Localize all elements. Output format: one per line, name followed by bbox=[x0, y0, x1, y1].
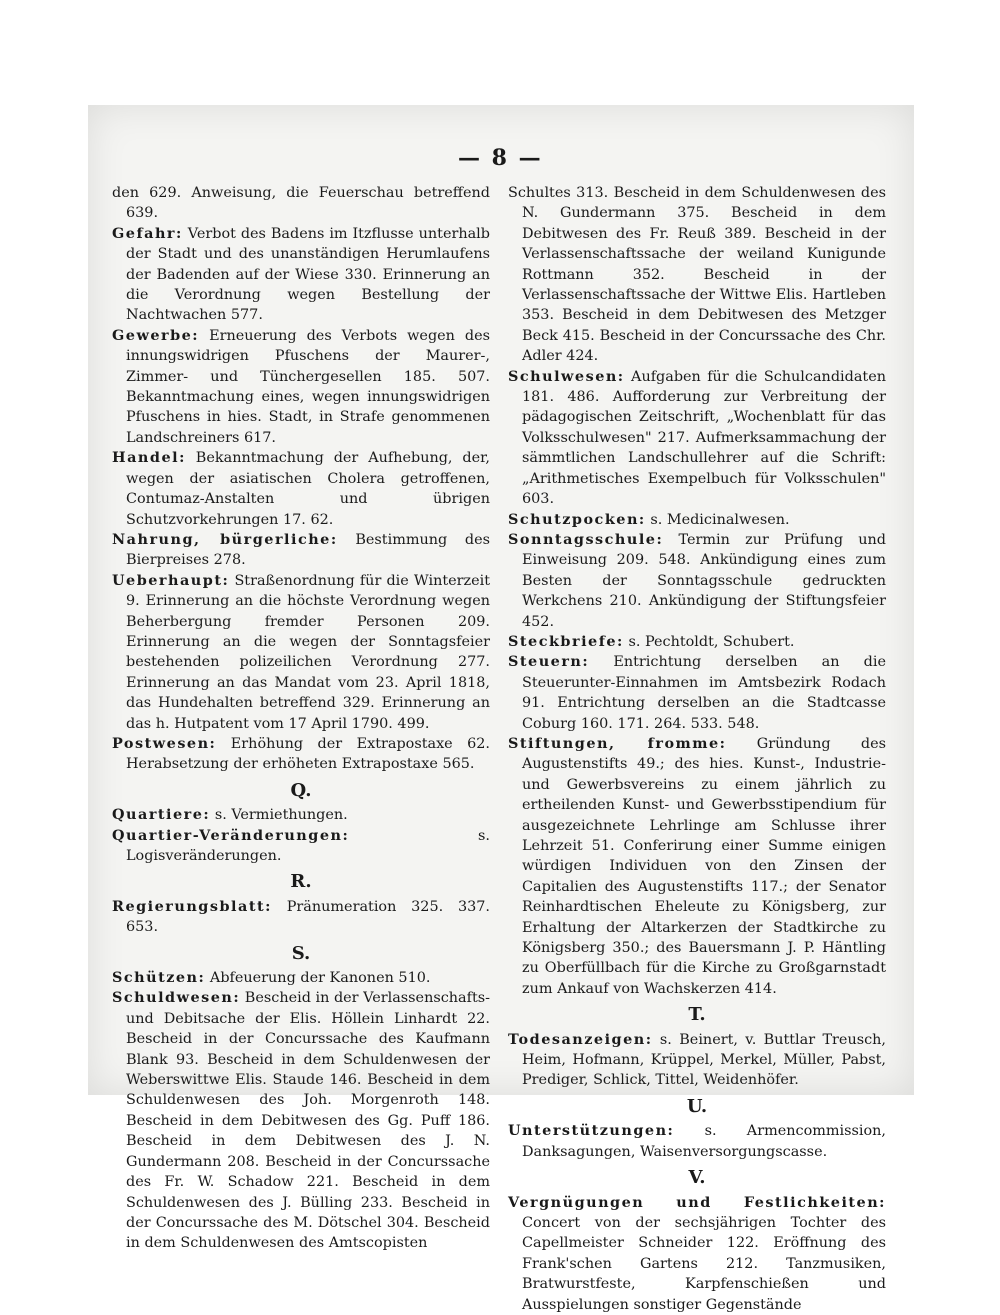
entry-keyword: Unterstützungen: bbox=[508, 1122, 675, 1140]
entry-text: Concert von der sechsjährigen Tochter des Capellmeister Schneider 122. Eröffnung des Frank'schen Gartens 212. Tanzmusiken, Bratwurstfeste, Karpfenschießen und Ausspielungen sonstiger Gegenstände bbox=[522, 1214, 886, 1313]
index-entry bbox=[508, 734, 886, 999]
index-entry bbox=[508, 652, 886, 734]
index-entry bbox=[508, 1193, 886, 1315]
entry-text: s. Beinert, v. Buttlar Treusch, Heim, Hofmann, Krüppel, Merkel, Müller, Pabst, Prediger, Schlick, Tittel, Weidenhöfer. bbox=[522, 1031, 886, 1089]
entry-text: Bestimmung des Bierpreises 278. bbox=[126, 531, 491, 569]
entry-text: Termin zur Prüfung und Einweisung 209. 548. Ankündigung eines zum Besten der Sonntagsschule gedruckten Werkchens 210. Ankündigung der Stiftungsfeier 452. bbox=[522, 531, 887, 630]
index-entry bbox=[508, 1030, 886, 1091]
entry-text: Pränumeration 325. 337. 653. bbox=[126, 898, 490, 936]
entry-keyword: Nahrung, bürgerliche: bbox=[112, 530, 338, 548]
entry-keyword: Vergnügungen und Festlichkeiten: bbox=[508, 1193, 886, 1211]
index-entry bbox=[508, 632, 886, 652]
entry-text: Verbot des Badens im Itzflusse unterhalb der Stadt und des unanständigen Herumlaufens der Badenden auf der Wiese 330. Erinnerung an die Verordnung wegen Bestellung der Nachtwachen 577. bbox=[126, 225, 490, 324]
section-heading-t: T. bbox=[688, 1004, 706, 1026]
index-entry bbox=[112, 183, 490, 224]
index-entry bbox=[112, 968, 490, 988]
entry-text: Straßenordnung für die Winterzeit 9. Erinnerung an die höchste Verordnung wegen Beherbergung fremder Personen 209. Erinnerung an die wegen der Sonntagsfeier bestehenden polizeilichen Verordnung 277. Erinnerung an das Mandat vom 23. April 1818, das Hundehalten betreffend 329. Erinnerung an das h. Hutpatent vom 17 April 1790. 499. bbox=[126, 572, 491, 732]
entry-text: Aufgaben für die Schulcandidaten 181. 486. Aufforderung zur Verbreitung der pädagogischen Zeitschrift, „Wochenblatt für das Volksschulwesen" 217. Aufmerksammachung der sämmtlichen Landschullehrer auf die Schrift: „Arithmetisches Exempelbuch für Volksschulen" 603. bbox=[522, 368, 886, 508]
entry-text: Gründung des Augustenstifts 49.; des hies. Kunst-, Industrie- und Gewerbsvereins zu einem jährlich zu ertheilenden Kunst- und Gewerbsstipendium für ausgezeichnete Lehrlinge am Schlusse ihrer Lehrzeit 51. Conferirung einer Summe einigen würdigen Individuen von den Zinsen der Capitalien des Augustenstifts 117.; der Senator Reinhardtischen Eheleute zu Königsberg, zur Erhaltung der Altarkerzen der Stadtkirche zu Königsberg 350.; des Bauersmann J. P. Häntling zu Oberfüllbach für die Kirche zu Großgarnstadt zum Ankauf von Wachskerzen 414. bbox=[522, 735, 887, 997]
index-entry bbox=[112, 224, 490, 326]
index-entry bbox=[508, 1121, 886, 1162]
section-heading-v: V. bbox=[688, 1167, 706, 1189]
section-heading-s: S. bbox=[291, 942, 311, 964]
index-entry bbox=[112, 805, 490, 825]
entry-keyword: Todesanzeigen: bbox=[508, 1030, 653, 1048]
entry-keyword: Gewerbe: bbox=[112, 326, 200, 344]
entry-keyword: Schulwesen: bbox=[508, 367, 625, 385]
entry-keyword: Schützen: bbox=[112, 969, 206, 987]
entry-keyword: Handel: bbox=[112, 449, 186, 467]
index-entry bbox=[112, 897, 490, 938]
entry-text: Bekanntmachung der Aufhebung, der, wegen der asiatischen Cholera getroffenen, Contumaz-Anstalten und übrigen Schutzvorkehrungen 17. 62. bbox=[126, 450, 491, 528]
entry-text: Schultes 313. Bescheid in dem Schuldenwesen des N. Gundermann 375. Bescheid in dem Debitwesen des Fr. Reuß 389. Bescheid in der Verlassenschaftssache der weiland Kunigunde Rottmann 352. Bescheid in der Verlassenschaftssache der Wittwe Elis. Hartleben 353. Bescheid in dem Debitwesen des Metzger Beck 415. Bescheid in der Concurssache des Chr. Adler 424. bbox=[508, 185, 886, 365]
entry-text: s. Armencommission, Danksagungen, Waisenversorgungscasse. bbox=[522, 1123, 887, 1160]
index-entry bbox=[112, 448, 490, 530]
entry-text: Erhöhung der Extrapostaxe 62. Herabsetzung der erhöheten Extrapostaxe 565. bbox=[126, 735, 491, 773]
index-entry bbox=[508, 183, 886, 367]
entry-text: s. Vermiethungen. bbox=[214, 807, 348, 824]
entry-keyword: Stiftungen, fromme: bbox=[508, 734, 727, 752]
left-column bbox=[112, 183, 490, 1254]
entry-text: s. Logisveränderungen. bbox=[126, 827, 490, 864]
entry-keyword: Steckbriefe: bbox=[508, 632, 624, 650]
section-heading-r: R. bbox=[290, 871, 312, 893]
entry-text: den 629. Anweisung, die Feuerschau betreffend 639. bbox=[112, 185, 490, 222]
entry-keyword: Sonntagsschule: bbox=[508, 530, 664, 548]
index-entry bbox=[508, 510, 886, 530]
entry-text: s. Pechtoldt, Schubert. bbox=[628, 633, 795, 650]
entry-text: Entrichtung derselben an die Steuerunter-Einnahmen im Amtsbezirk Rodach 91. Entrichtung derselben an die Stadtcasse Coburg 160. 171. 264. 533. 548. bbox=[522, 654, 887, 732]
section-heading-q: Q. bbox=[290, 779, 312, 801]
entry-keyword: Schuldwesen: bbox=[112, 989, 241, 1007]
entry-keyword: Quartier-Veränderungen: bbox=[112, 826, 350, 844]
entry-text: s. Medicinalwesen. bbox=[650, 511, 790, 528]
index-entry bbox=[112, 326, 490, 448]
index-entry bbox=[112, 988, 490, 1253]
right-column bbox=[508, 183, 886, 1315]
entry-keyword: Ueberhaupt: bbox=[112, 571, 230, 589]
index-entry bbox=[508, 530, 886, 632]
entry-keyword: Schutzpocken: bbox=[508, 510, 646, 528]
entry-keyword: Regierungsblatt: bbox=[112, 897, 272, 915]
entry-keyword: Gefahr: bbox=[112, 224, 183, 242]
entry-text: Bescheid in der Verlassenschafts- und Debitsache der Elis. Höllein Linhardt 22. Bescheid in der Concurssache des Kaufmann Blank 93. Bescheid in dem Schuldenwesen der Weberswittwe Elis. Staude 146. Bescheid in dem Schuldenwesen des Joh. Morgenroth 148. Bescheid in dem Debitwesen des Gg. Puff 186. Bescheid in dem Debitwesen des J. N. Gundermann 208. Bescheid in der Concurssache des Fr. W. Schadow 221. Bescheid in dem Schuldenwesen des J. Bülling 233. Bescheid in der Concurssache des M. Dötschel 304. Bescheid in dem Schuldenwesen des Amtscopisten bbox=[126, 990, 490, 1252]
index-entry bbox=[112, 826, 490, 867]
index-entry bbox=[112, 571, 490, 734]
entry-keyword: Steuern: bbox=[508, 653, 590, 671]
entry-keyword: Quartiere: bbox=[112, 806, 211, 824]
section-heading-u: U. bbox=[686, 1095, 708, 1117]
index-entry bbox=[112, 530, 490, 571]
entry-text: Abfeuerung der Kanonen 510. bbox=[209, 970, 431, 987]
index-entry bbox=[508, 367, 886, 510]
page-number: — 8 — bbox=[458, 145, 543, 171]
entry-keyword: Postwesen: bbox=[112, 734, 217, 752]
entry-text: Erneuerung des Verbots wegen des innungswidrigen Pfuschens der Maurer-, Zimmer- und Tünchergesellen 185. 507. Bekanntmachung eines, wegen innungswidrigen Pfuschens in hies. Stadt, in Strafe genommenen Landschreiners 617. bbox=[126, 327, 490, 446]
index-entry bbox=[112, 734, 490, 775]
